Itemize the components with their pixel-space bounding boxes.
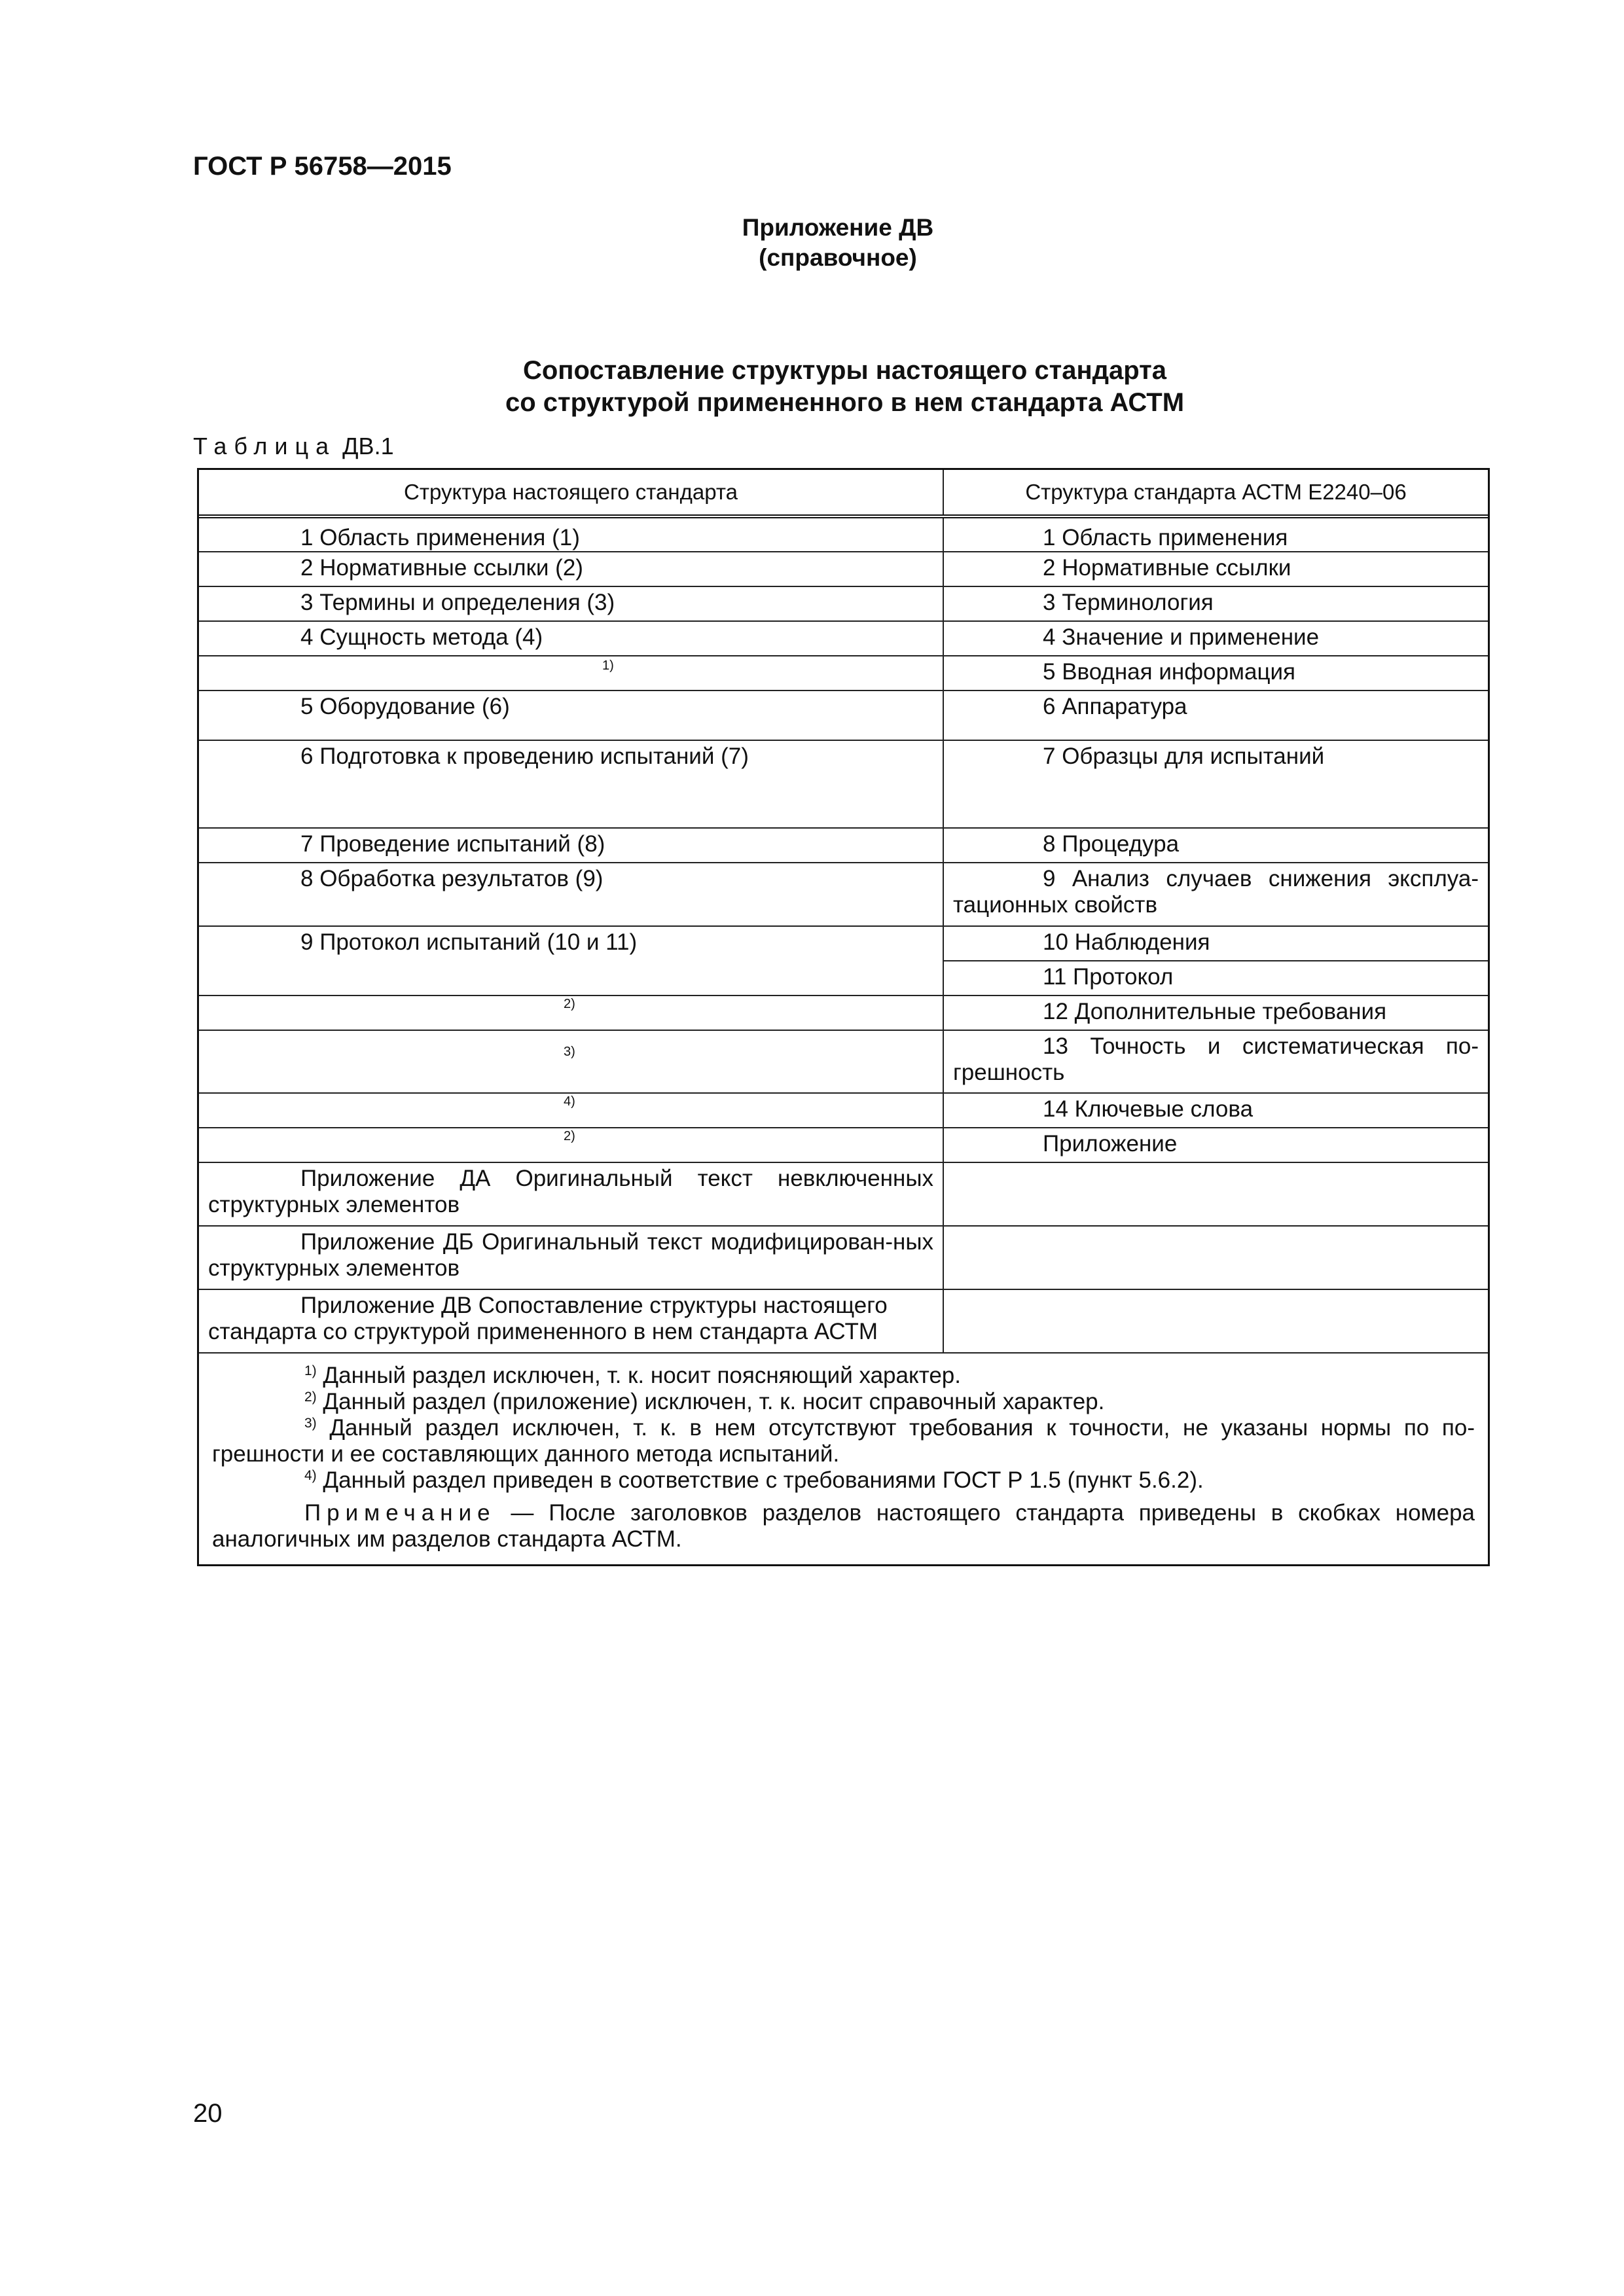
cell-left: 8 Обработка результатов (9) bbox=[199, 863, 944, 925]
table-row bbox=[199, 1030, 1488, 1092]
table-row bbox=[199, 995, 1488, 1030]
table-row bbox=[199, 827, 1488, 862]
cell-left: Приложение ДА Оригинальный текст невключенных структурных элементов bbox=[199, 1163, 944, 1225]
table-row bbox=[199, 1162, 1488, 1225]
table-label-number: ДВ.1 bbox=[342, 433, 394, 459]
cell-left: Приложение ДВ Сопоставление структуры настоящего стандарта со структурой примененного в нем стандарта АСТМ bbox=[199, 1290, 944, 1352]
table-header-row bbox=[199, 470, 1488, 514]
cell-right: 7 Образцы для испытаний bbox=[1043, 744, 1325, 769]
footnote-mark: 2) bbox=[564, 997, 575, 1011]
footnote bbox=[212, 1389, 1475, 1415]
cell-right bbox=[944, 1290, 1488, 1352]
table-row bbox=[199, 1225, 1488, 1289]
cell-right: 9 Анализ случаев снижения эксплуа-тационных свойств bbox=[953, 866, 1479, 918]
cell-left: 2 Нормативные ссылки (2) bbox=[199, 552, 944, 586]
header-left: Структура настоящего стандарта bbox=[199, 470, 944, 514]
footnote bbox=[212, 1467, 1475, 1494]
cell-left bbox=[199, 1094, 944, 1127]
cell-right: 6 Аппаратура bbox=[1043, 694, 1187, 719]
appendix-subtitle: (справочное) bbox=[759, 244, 917, 271]
cell-right: 10 Наблюдения bbox=[944, 927, 1488, 961]
table-row bbox=[199, 1127, 1488, 1162]
table-row bbox=[199, 586, 1488, 620]
cell-left: 5 Оборудование (6) bbox=[199, 691, 944, 740]
table-row bbox=[199, 1092, 1488, 1127]
cell-right: 1 Область применения bbox=[1043, 525, 1288, 550]
cell-right: 5 Вводная информация bbox=[1043, 659, 1296, 685]
footnote-mark: 4) bbox=[564, 1094, 575, 1109]
comparison-table bbox=[197, 468, 1490, 1566]
footnote-mark: 2) bbox=[304, 1390, 317, 1405]
footnote bbox=[212, 1363, 1475, 1389]
table-row bbox=[199, 514, 1488, 551]
appendix-heading bbox=[0, 213, 1624, 273]
footnote-mark: 4) bbox=[304, 1468, 317, 1483]
footnote-text: Данный раздел исключен, т. к. носит поясняющий характер. bbox=[323, 1363, 961, 1388]
cell-right: 2 Нормативные ссылки bbox=[1043, 555, 1291, 581]
footnote-text: Данный раздел исключен, т. к. в нем отсутствуют требования к точности, не указаны нормы по по-грешности и ее составляющих данного метода испытаний. bbox=[212, 1415, 1475, 1467]
cell-left: 1 Область применения (1) bbox=[199, 518, 944, 551]
cell-right: Приложение bbox=[1043, 1131, 1178, 1157]
document-code: ГОСТ Р 56758—2015 bbox=[193, 152, 452, 181]
footnote-mark: 3) bbox=[304, 1416, 317, 1431]
footnote-text: Данный раздел (приложение) исключен, т. к. носит справочный характер. bbox=[323, 1389, 1105, 1414]
cell-right bbox=[944, 1163, 1488, 1225]
cell-right: 8 Процедура bbox=[1043, 831, 1180, 857]
cell-left: 6 Подготовка к проведению испытаний (7) bbox=[199, 741, 944, 827]
table-row bbox=[199, 862, 1488, 925]
table-row bbox=[199, 1289, 1488, 1352]
table-row bbox=[199, 925, 1488, 995]
cell-right: 13 Точность и систематическая по-грешность bbox=[953, 1033, 1479, 1085]
table-label bbox=[193, 433, 394, 460]
cell-right: 14 Ключевые слова bbox=[1043, 1096, 1254, 1122]
page-number: 20 bbox=[193, 2099, 223, 2128]
table-row bbox=[199, 620, 1488, 655]
cell-left bbox=[199, 1128, 944, 1162]
footnote-mark: 3) bbox=[564, 1045, 575, 1059]
table-footnotes bbox=[199, 1352, 1488, 1564]
cell-right bbox=[944, 1227, 1488, 1289]
cell-right: 12 Дополнительные требования bbox=[1043, 999, 1387, 1024]
header-right: Структура стандарта АСТМ Е2240–06 bbox=[1025, 480, 1407, 504]
note-text: — После заголовков разделов настоящего стандарта приведены в скобках номера аналогичных им разделов стандарта АСТМ. bbox=[212, 1500, 1475, 1552]
table-row bbox=[199, 655, 1488, 690]
table-row bbox=[199, 740, 1488, 827]
note-label: Примечание bbox=[304, 1500, 496, 1526]
cell-left bbox=[199, 996, 944, 1030]
appendix-title: Приложение ДВ bbox=[742, 214, 934, 241]
table-row bbox=[199, 690, 1488, 740]
table-title-line-1: Сопоставление структуры настоящего стандарта bbox=[522, 356, 1167, 385]
cell-left: 4 Сущность метода (4) bbox=[199, 622, 944, 655]
cell-left bbox=[199, 1031, 944, 1092]
footnote-mark: 1) bbox=[602, 658, 614, 673]
footnote-text: Данный раздел приведен в соответствие с требованиями ГОСТ Р 1.5 (пункт 5.6.2). bbox=[323, 1467, 1204, 1493]
cell-right: 4 Значение и применение bbox=[1043, 624, 1320, 650]
footnote bbox=[212, 1415, 1475, 1467]
table-row bbox=[199, 551, 1488, 586]
footnote-mark: 1) bbox=[304, 1363, 317, 1378]
cell-right-split bbox=[944, 927, 1488, 995]
footnote-mark: 2) bbox=[564, 1129, 575, 1143]
cell-left bbox=[199, 656, 944, 690]
cell-right: 11 Протокол bbox=[1043, 964, 1174, 990]
cell-right: 3 Терминология bbox=[1043, 590, 1214, 615]
cell-left: Приложение ДБ Оригинальный текст модифицирован-ных структурных элементов bbox=[199, 1227, 944, 1289]
table-title-line-2: со структурой примененного в нем стандарта АСТМ bbox=[505, 388, 1185, 417]
cell-left: 9 Протокол испытаний (10 и 11) bbox=[199, 927, 944, 995]
cell-left: 3 Термины и определения (3) bbox=[199, 587, 944, 620]
table-label-word: Таблица bbox=[193, 433, 336, 459]
table-note bbox=[212, 1500, 1475, 1552]
table-title bbox=[0, 355, 1624, 419]
cell-left: 7 Проведение испытаний (8) bbox=[199, 829, 944, 862]
